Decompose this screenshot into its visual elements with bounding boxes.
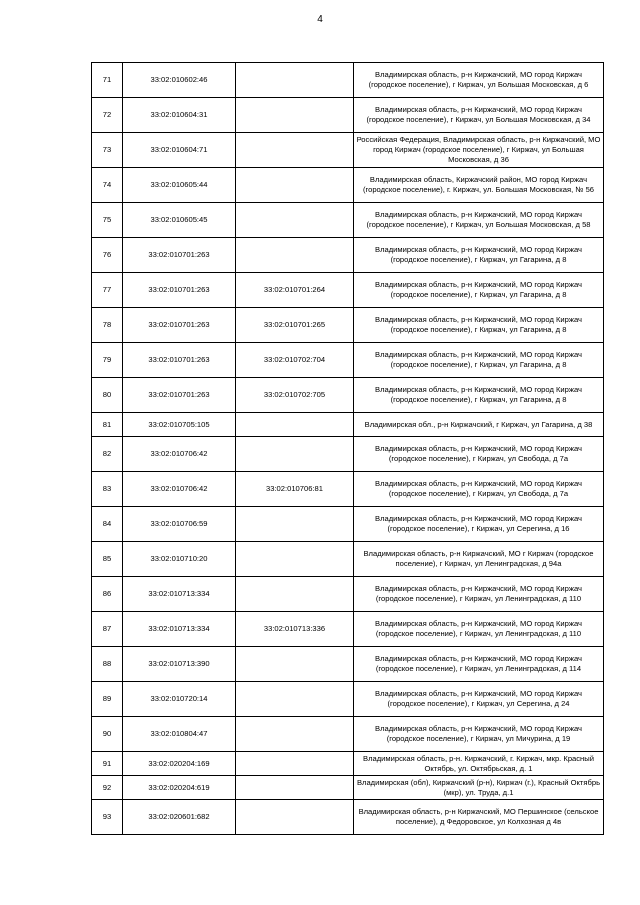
cadastral-number: 33:02:010701:263 [123,238,236,273]
table-row [92,273,604,308]
address: Владимирская область, р-н Киржачский, МО город Киржач (городское поселение), г Киржач, ул Большая Московская, д 34 [354,98,604,133]
address: Владимирская область, р-н Киржачский, МО город Киржач (городское поселение), г Киржач, ул Ленинградская, д 114 [354,647,604,682]
row-number: 93 [92,800,123,835]
address: Владимирская область, р-н Киржачский, МО город Киржач (городское поселение), г Киржач, ул Серегина, д 24 [354,682,604,717]
cadastral-number-secondary [236,752,354,776]
address: Владимирская область, р-н Киржачский, МО город Киржач (городское поселение), г Киржач, ул Мичурина, д 19 [354,717,604,752]
table-row [92,472,604,507]
address: Владимирская область, р-н Киржачский, МО город Киржач (городское поселение), г Киржач, ул Большая Московская, д 6 [354,63,604,98]
address: Владимирская обл., р-н Киржачский, г Киржач, ул Гагарина, д 38 [354,413,604,437]
cadastral-number-secondary: 33:02:010701:265 [236,308,354,343]
cadastral-number-secondary [236,238,354,273]
table-row [92,98,604,133]
cadastral-number: 33:02:010713:334 [123,577,236,612]
cadastral-number: 33:02:010701:263 [123,308,236,343]
row-number: 86 [92,577,123,612]
cadastral-number: 33:02:010713:390 [123,647,236,682]
row-number: 90 [92,717,123,752]
cadastral-number: 33:02:010804:47 [123,717,236,752]
address: Владимирская область, Киржачский район, МО город Киржач (городское поселение), г. Киржач, ул. Большая Московская, № 56 [354,168,604,203]
row-number: 88 [92,647,123,682]
row-number: 73 [92,133,123,168]
cadastral-number-secondary [236,717,354,752]
row-number: 83 [92,472,123,507]
table-row [92,63,604,98]
cadastral-number: 33:02:010713:334 [123,612,236,647]
row-number: 79 [92,343,123,378]
row-number: 82 [92,437,123,472]
cadastral-number: 33:02:010605:45 [123,203,236,238]
address: Владимирская область, р-н Киржачский, МО город Киржач (городское поселение), г Киржач, ул Свобода, д 7а [354,437,604,472]
cadastral-number: 33:02:010602:46 [123,63,236,98]
row-number: 78 [92,308,123,343]
address: Владимирская область, р-н Киржачский, МО город Киржач (городское поселение), г Киржач, ул Гагарина, д 8 [354,378,604,413]
cadastral-number-secondary [236,542,354,577]
row-number: 92 [92,776,123,800]
row-number: 89 [92,682,123,717]
table-body [92,63,604,835]
cadastral-number: 33:02:020204:169 [123,752,236,776]
row-number: 91 [92,752,123,776]
cadastral-number: 33:02:010605:44 [123,168,236,203]
table-row [92,507,604,542]
cadastral-number: 33:02:010706:59 [123,507,236,542]
table-row [92,612,604,647]
table-row [92,378,604,413]
address: Владимирская область, р-н Киржачский, МО город Киржач (городское поселение), г Киржач, ул Серегина, д 16 [354,507,604,542]
table-row [92,203,604,238]
cadastral-number-secondary [236,98,354,133]
table-row [92,800,604,835]
address: Владимирская область, р-н Киржачский, МО город Киржач (городское поселение), г Киржач, ул Гагарина, д 8 [354,308,604,343]
page-number: 4 [317,14,323,25]
row-number: 74 [92,168,123,203]
table-row [92,647,604,682]
address: Владимирская область, р-н Киржачский, МО город Киржач (городское поселение), г Киржач, ул Гагарина, д 8 [354,343,604,378]
table-row [92,168,604,203]
cadastral-number-secondary [236,203,354,238]
table-row [92,437,604,472]
cadastral-number-secondary [236,507,354,542]
cadastral-number-secondary [236,63,354,98]
cadastral-number-secondary [236,800,354,835]
cadastral-number-secondary: 33:02:010701:264 [236,273,354,308]
cadastral-number: 33:02:010710:20 [123,542,236,577]
address: Владимирская область, р-н. Киржачский, г. Киржач, мкр. Красный Октябрь, ул. Октябрьская, д. 1 [354,752,604,776]
table-row [92,717,604,752]
cadastral-number-secondary [236,682,354,717]
cadastral-number: 33:02:010705:105 [123,413,236,437]
cadastral-number: 33:02:010701:263 [123,378,236,413]
row-number: 76 [92,238,123,273]
row-number: 77 [92,273,123,308]
row-number: 71 [92,63,123,98]
land-plots-table [91,62,604,835]
cadastral-number-secondary [236,647,354,682]
cadastral-number: 33:02:010604:31 [123,98,236,133]
table-row [92,752,604,776]
cadastral-number-secondary [236,776,354,800]
cadastral-number: 33:02:020601:682 [123,800,236,835]
cadastral-number: 33:02:010701:263 [123,343,236,378]
cadastral-number-secondary [236,577,354,612]
row-number: 87 [92,612,123,647]
address: Владимирская область, р-н Киржачский, МО город Киржач (городское поселение), г Киржач, ул Свобода, д 7а [354,472,604,507]
cadastral-number-secondary: 33:02:010706:81 [236,472,354,507]
address: Владимирская область, р-н Киржачский, МО город Киржач (городское поселение), г Киржач, ул Ленинградская, д 110 [354,577,604,612]
cadastral-number-secondary [236,437,354,472]
row-number: 84 [92,507,123,542]
cadastral-number-secondary [236,413,354,437]
cadastral-number: 33:02:010720:14 [123,682,236,717]
cadastral-number: 33:02:020204:619 [123,776,236,800]
cadastral-number: 33:02:010604:71 [123,133,236,168]
table-row [92,308,604,343]
row-number: 85 [92,542,123,577]
address: Владимирская область, р-н Киржачский, МО город Киржач (городское поселение), г Киржач, ул Гагарина, д 8 [354,273,604,308]
table-row [92,413,604,437]
table-row [92,776,604,800]
cadastral-number: 33:02:010701:263 [123,273,236,308]
address: Владимирская область, р-н Киржачский, МО город Киржач (городское поселение), г Киржач, ул Большая Московская, д 58 [354,203,604,238]
table-row [92,238,604,273]
table-row [92,542,604,577]
table-row [92,343,604,378]
row-number: 72 [92,98,123,133]
cadastral-number: 33:02:010706:42 [123,437,236,472]
table-row [92,133,604,168]
cadastral-number-secondary [236,168,354,203]
cadastral-number-secondary: 33:02:010702:704 [236,343,354,378]
table-row [92,682,604,717]
row-number: 81 [92,413,123,437]
cadastral-number-secondary: 33:02:010702:705 [236,378,354,413]
cadastral-number-secondary [236,133,354,168]
address: Российская Федерация, Владимирская область, р-н Киржачский, МО город Киржач (городское поселение), г Киржач, ул Большая Московская, д 36 [354,133,604,168]
address: Владимирская область, р-н Киржачский, МО Першинское (сельское поселение), д Федоровское, ул Колхозная д 4в [354,800,604,835]
table-row [92,577,604,612]
row-number: 75 [92,203,123,238]
address: Владимирская (обл), Киржачский (р-н), Киржач (г.), Красный Октябрь (мкр), ул. Труда, д.1 [354,776,604,800]
cadastral-number: 33:02:010706:42 [123,472,236,507]
address: Владимирская область, р-н Киржачский, МО город Киржач (городское поселение), г Киржач, ул Гагарина, д 8 [354,238,604,273]
address: Владимирская область, р-н Киржачский, МО город Киржач (городское поселение), г Киржач, ул Ленинградская, д 110 [354,612,604,647]
address: Владимирская область, р-н Киржачский, МО г Киржач (городское поселение), г Киржач, ул Ленинградская, д 94а [354,542,604,577]
row-number: 80 [92,378,123,413]
cadastral-number-secondary: 33:02:010713:336 [236,612,354,647]
